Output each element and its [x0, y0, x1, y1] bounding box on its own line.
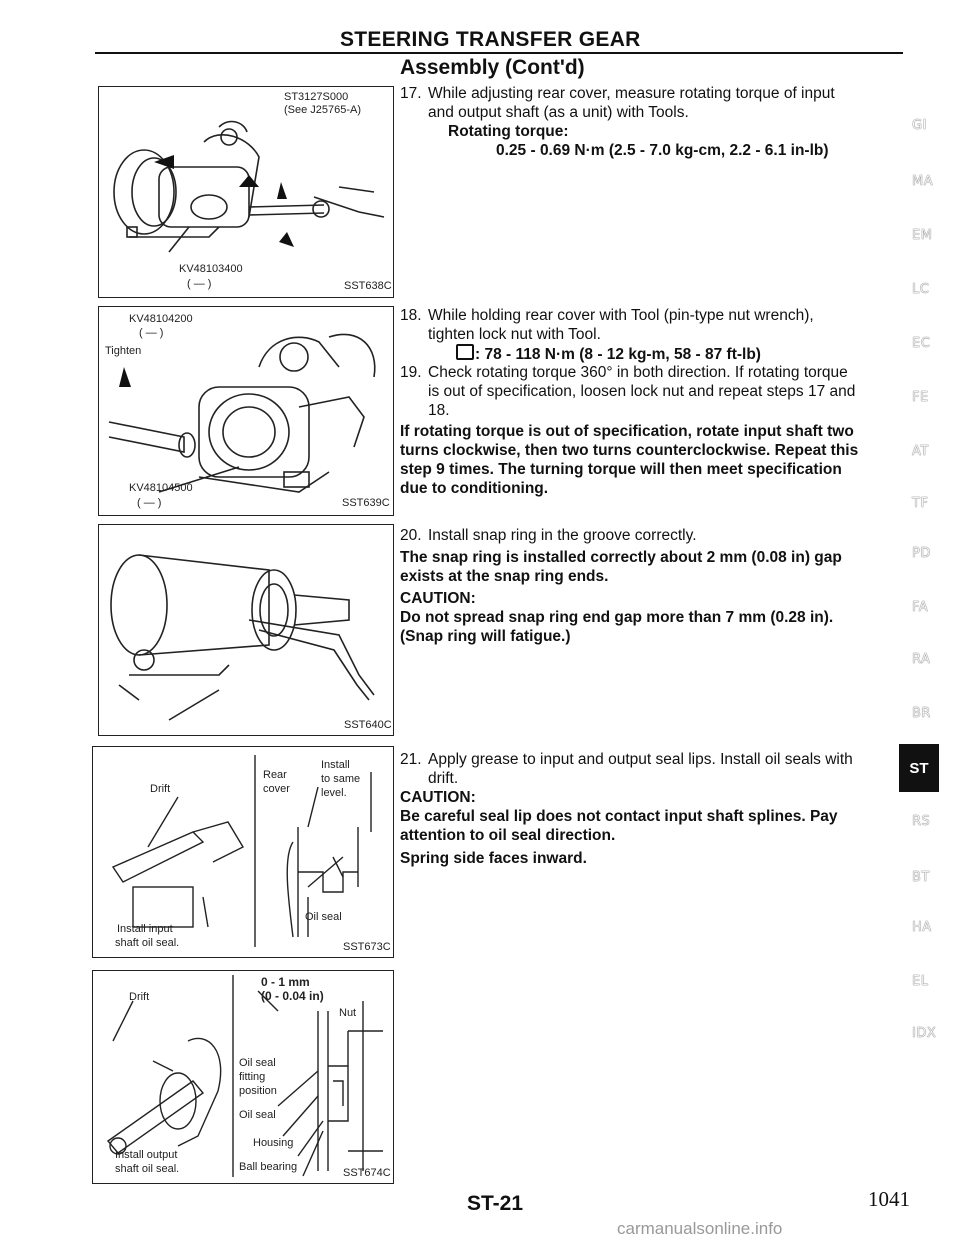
sidebar-item-gi[interactable]: GI: [912, 118, 927, 133]
ball-bearing-label: Ball bearing: [239, 1161, 298, 1173]
figure-sst638c: [98, 86, 394, 298]
figure-caption: Install output: [115, 1149, 178, 1161]
step-20: [400, 526, 900, 646]
illustration-snap-ring: [99, 525, 393, 735]
install-label: to same: [321, 773, 361, 785]
caution-heading: CAUTION:: [400, 789, 476, 806]
spec-label: Rotating torque:: [448, 123, 569, 140]
note-text: turns clockwise, then two turns counterclockwise. Repeat this: [400, 442, 859, 459]
step-bold-text: The snap ring is installed correctly about 2 mm (0.08 in) gap: [400, 549, 842, 566]
tool-ref: ( — ): [137, 497, 162, 509]
oil-seal-label: Oil seal: [239, 1109, 276, 1121]
step-text: and output shaft (as a unit) with Tools.: [428, 104, 689, 121]
figure-sst640c: [98, 524, 394, 736]
caution-text: Do not spread snap ring end gap more than 7 mm (0.28 in).: [400, 609, 834, 626]
step-number: 19.: [400, 364, 422, 381]
step-text: Check rotating torque 360° in both direction. If rotating torque: [428, 364, 848, 381]
note-text: due to conditioning.: [400, 480, 549, 497]
tool-label: KV48104500: [129, 482, 193, 494]
tool-ref: ( — ): [139, 327, 164, 339]
step-text: 18.: [428, 402, 450, 419]
sidebar-item-ha[interactable]: HA: [912, 920, 932, 935]
sidebar-item-idx[interactable]: IDX: [912, 1026, 937, 1041]
rear-cover-label: cover: [263, 783, 290, 795]
step-number: 18.: [400, 307, 422, 324]
torque-spec: [400, 344, 900, 364]
step-21: [400, 750, 900, 868]
section-subtitle: Assembly (Cont'd): [400, 56, 585, 79]
sidebar-item-bt[interactable]: BT: [912, 870, 930, 885]
sidebar-item-ra[interactable]: RA: [912, 652, 931, 667]
fitting-label: Oil seal: [239, 1057, 276, 1069]
spec-value: 0.25 - 0.69 N·m (2.5 - 7.0 kg-cm, 2.2 - 6.1 in-lb): [496, 142, 829, 159]
spring-note: Spring side faces inward.: [400, 850, 587, 867]
sidebar-item-br[interactable]: BR: [912, 706, 931, 721]
tool-label: KV48104200: [129, 313, 193, 325]
step-number: 20.: [400, 527, 422, 544]
step-text: Install snap ring in the groove correctly.: [428, 527, 697, 544]
page-id: ST-21: [467, 1192, 524, 1215]
step-bold-text: exists at the snap ring ends.: [400, 568, 609, 585]
tool-label: KV48103400: [179, 263, 243, 275]
caution-text: Be careful seal lip does not contact input shaft splines. Pay: [400, 808, 838, 825]
tighten-label: Tighten: [105, 345, 142, 357]
gap-spec: 0 - 1 mm: [261, 975, 310, 989]
caution-text: attention to oil seal direction.: [400, 827, 616, 844]
sidebar-item-at[interactable]: AT: [912, 444, 929, 459]
install-label: level.: [321, 787, 347, 799]
sidebar-item-el[interactable]: EL: [912, 974, 929, 989]
gap-spec: (0 - 0.04 in): [261, 989, 324, 1003]
header-rule: [95, 52, 903, 54]
watermark: carmanualsonline.info: [617, 1219, 783, 1238]
housing-label: Housing: [253, 1137, 294, 1149]
sidebar-item-pd[interactable]: PD: [912, 546, 931, 561]
figure-code: SST639C: [342, 497, 390, 509]
figure-sst673c: [92, 746, 394, 958]
step-text: tighten lock nut with Tool.: [428, 326, 601, 343]
step-number: 17.: [400, 85, 422, 102]
figure-caption: Install input: [117, 923, 173, 935]
conditioning-note: [400, 422, 900, 498]
sidebar-item-lc[interactable]: LC: [912, 282, 930, 297]
page-title: STEERING TRANSFER GEAR: [340, 28, 641, 51]
step-18: [400, 306, 900, 364]
step-19: [400, 363, 900, 420]
sidebar-item-tf[interactable]: TF: [912, 496, 929, 511]
sidebar-item-em[interactable]: EM: [912, 228, 933, 243]
step-text: drift.: [428, 770, 459, 787]
page-number: 1041: [868, 1187, 910, 1211]
figure-sst674c: [92, 970, 394, 1184]
oil-seal-label: Oil seal: [305, 911, 342, 923]
figure-caption: shaft oil seal.: [115, 1163, 180, 1175]
step-text: Apply grease to input and output seal lips. Install oil seals with: [428, 751, 853, 768]
sidebar-item-st-active[interactable]: ST: [899, 744, 939, 792]
sidebar-item-fa[interactable]: FA: [912, 600, 929, 615]
drift-label: Drift: [150, 783, 171, 795]
figure-code: SST640C: [344, 719, 392, 731]
step-text: While adjusting rear cover, measure rotating torque of input: [428, 85, 835, 102]
figure-code: SST638C: [344, 280, 392, 292]
figure-code: SST673C: [343, 941, 391, 953]
figure-caption: shaft oil seal.: [115, 937, 180, 949]
install-label: Install: [321, 759, 350, 771]
illustration-torque-measure: [99, 87, 393, 297]
note-text: step 9 times. The turning torque will then meet specification: [400, 461, 842, 478]
tool-label: ST3127S000: [284, 91, 349, 103]
sidebar-item-fe[interactable]: FE: [912, 390, 929, 405]
nut-label: Nut: [339, 1007, 357, 1019]
figure-sst639c: [98, 306, 394, 516]
sidebar-item-rs[interactable]: RS: [912, 814, 931, 829]
note-text: If rotating torque is out of specification, rotate input shaft two: [400, 423, 854, 440]
tool-ref: ( — ): [187, 278, 212, 290]
step-text: While holding rear cover with Tool (pin-type nut wrench),: [428, 307, 814, 324]
caution-text: (Snap ring will fatigue.): [400, 628, 571, 645]
sidebar-item-ec[interactable]: EC: [912, 336, 931, 351]
fitting-label: fitting: [239, 1071, 266, 1083]
step-number: 21.: [400, 751, 422, 768]
step-17: [400, 84, 900, 160]
step-text: is out of specification, loosen lock nut and repeat steps 17 and: [428, 383, 856, 400]
drift-label: Drift: [129, 991, 150, 1003]
tool-ref: (See J25765-A): [284, 104, 362, 116]
fitting-label: position: [239, 1085, 277, 1097]
sidebar-item-ma[interactable]: MA: [912, 174, 934, 189]
figure-code: SST674C: [343, 1167, 391, 1179]
torque-value: : 78 - 118 N·m (8 - 12 kg-m, 58 - 87 ft-lb): [475, 346, 761, 363]
torque-wrench-icon: [456, 344, 474, 360]
rear-cover-label: Rear: [263, 769, 287, 781]
caution-heading: CAUTION:: [400, 590, 476, 607]
